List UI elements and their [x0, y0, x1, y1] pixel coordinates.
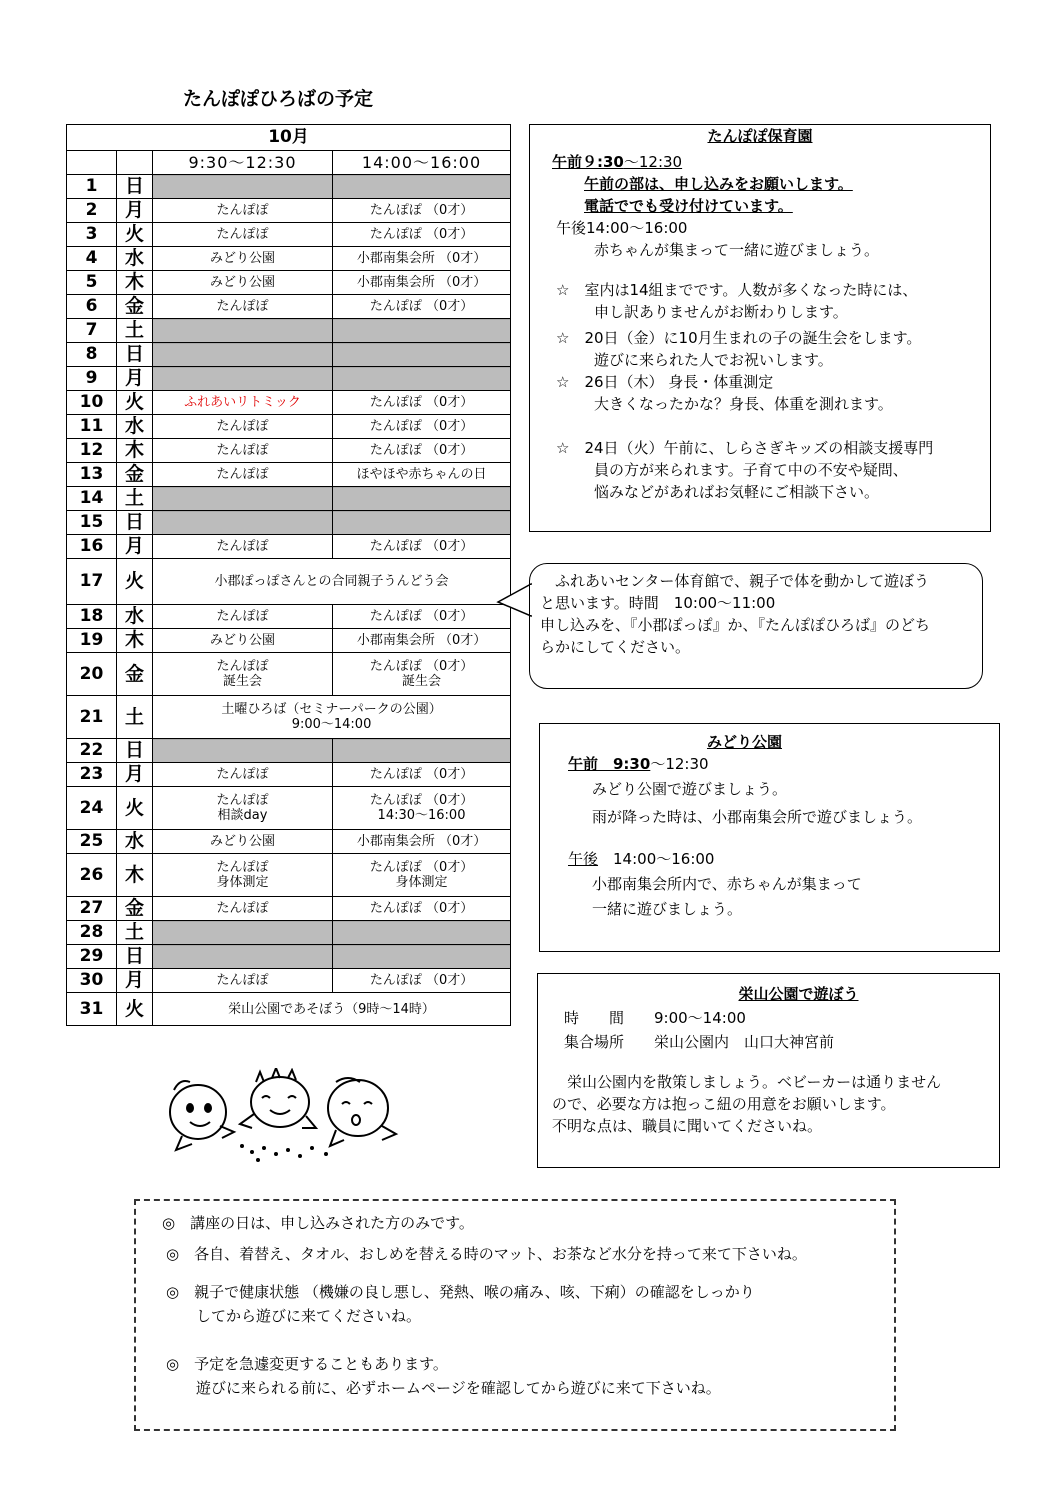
tanpopo-note-4b: 員の方が来られます。子育て中の不安や疑問、 [594, 461, 908, 479]
am-session [153, 897, 333, 921]
am-session-label: たんぽぽ [216, 539, 269, 554]
day-number: 30 [67, 969, 117, 993]
tanpopo-am-label: 午前９:30 [552, 153, 624, 171]
pm-session-label: たんぽぽ （0才） [369, 443, 474, 458]
pm-session-label: 小郡南集会所 （0才） [356, 633, 487, 648]
note-4a: ◎ 予定を急遽変更することもあります。 [166, 1355, 448, 1373]
callout-line-2: と思います。時間 10:00～11:00 [540, 594, 776, 612]
event-label: 小郡ぽっぽさんとの合同親子うんどう会 [214, 574, 449, 589]
pm-session-label: たんぽぽ （0才） [369, 395, 474, 410]
day-of-week: 水 [117, 247, 153, 271]
tanpopo-note-4a: ☆ 24日（火）午前に、しらさぎキッズの相談支援専門 [556, 439, 934, 457]
day-of-week: 火 [117, 391, 153, 415]
tanpopo-am-time: ～12:30 [623, 153, 683, 171]
pm-session [333, 175, 511, 199]
pm-session-label: 小郡南集会所 （0才） [356, 251, 487, 266]
all-day-event [153, 559, 511, 605]
pm-session-label: たんぽぽ （0才） [369, 860, 474, 875]
sakae-info-box [537, 973, 1000, 1168]
tanpopo-title: たんぽぽ保育園 [707, 127, 813, 145]
note-2: ◎ 各自、着替え、タオル、おしめを替える時のマット、お茶など水分を持って来て下さいね。 [166, 1245, 807, 1263]
day-number: 19 [67, 629, 117, 653]
tanpopo-note-1b: 申し訳ありませんがお断わりします。 [594, 303, 848, 321]
day-of-week: 月 [117, 763, 153, 787]
pm-session-label: たんぽぽ （0才） [369, 203, 474, 218]
am-session [153, 415, 333, 439]
schedule-row [67, 343, 511, 367]
am-session-label: たんぽぽ [216, 609, 269, 624]
pm-session [333, 854, 511, 897]
day-number: 8 [67, 343, 117, 367]
blank-header-cell [67, 151, 117, 175]
day-number: 27 [67, 897, 117, 921]
schedule-row [67, 969, 511, 993]
day-number: 2 [67, 199, 117, 223]
am-session-label: たんぽぽ [216, 793, 269, 808]
pm-session [333, 271, 511, 295]
am-session [153, 605, 333, 629]
am-session [153, 854, 333, 897]
schedule-row [67, 439, 511, 463]
pm-session-label: たんぽぽ （0才） [369, 299, 474, 314]
am-session-label: たんぽぽ [216, 767, 269, 782]
callout-line-1: ふれあいセンター体育館で、親子で体を動かして遊ぼう [540, 572, 930, 590]
pm-session-label: たんぽぽ （0才） [369, 901, 474, 916]
pm-session-sub: 14:30～16:00 [377, 808, 466, 823]
day-number: 4 [67, 247, 117, 271]
pm-session [333, 653, 511, 696]
am-session-label: たんぽぽ [216, 973, 269, 988]
midori-am-label: 午前 9:30 [568, 755, 651, 773]
day-of-week: 月 [117, 367, 153, 391]
pm-session [333, 605, 511, 629]
am-session [153, 629, 333, 653]
am-session [153, 367, 333, 391]
schedule-row [67, 367, 511, 391]
pm-session [333, 830, 511, 854]
pm-session-label: たんぽぽ （0才） [369, 659, 474, 674]
schedule-row [67, 391, 511, 415]
day-of-week: 土 [117, 319, 153, 343]
sakae-title: 栄山公園で遊ぼう [738, 985, 859, 1003]
day-of-week: 火 [117, 993, 153, 1026]
pm-session [333, 763, 511, 787]
day-number: 13 [67, 463, 117, 487]
pm-session [333, 199, 511, 223]
midori-am-line2: 雨が降った時は、小郡南集会所で遊びましょう。 [592, 808, 923, 826]
am-session-sub: 相談day [217, 808, 268, 823]
am-session [153, 763, 333, 787]
midori-pm-label: 午後 [568, 850, 599, 868]
am-session [153, 319, 333, 343]
pm-session-label: たんぽぽ （0才） [369, 973, 474, 988]
tanpopo-note-3a: ☆ 26日（木） 身長・体重測定 [556, 373, 774, 391]
schedule-row [67, 653, 511, 696]
schedule-row [67, 271, 511, 295]
midori-am-time: ～12:30 [650, 755, 709, 773]
day-of-week: 日 [117, 511, 153, 535]
pm-session [333, 319, 511, 343]
am-session-label: たんぽぽ [216, 443, 269, 458]
am-session-label: ふれあいリトミック [184, 395, 301, 410]
midori-pm-line1: 小郡南集会所内で、赤ちゃんが集まって [592, 875, 862, 893]
schedule-row [67, 295, 511, 319]
note-3a: ◎ 親子で健康状態 （機嫌の良し悪し、発熱、喉の痛み、咳、下痢）の確認をしっかり [166, 1283, 755, 1301]
pm-session [333, 487, 511, 511]
pm-session-label: たんぽぽ （0才） [369, 767, 474, 782]
schedule-row [67, 247, 511, 271]
pm-column-header: 14:00～16:00 [333, 151, 511, 175]
all-day-event [153, 993, 511, 1026]
day-of-week: 水 [117, 605, 153, 629]
schedule-row [67, 945, 511, 969]
sakae-desc-3: 不明な点は、職員に聞いてくださいね。 [552, 1117, 823, 1135]
pm-session [333, 415, 511, 439]
day-of-week: 木 [117, 854, 153, 897]
am-session [153, 487, 333, 511]
am-session-label: たんぽぽ [216, 419, 269, 434]
pm-session [333, 535, 511, 559]
am-column-header: 9:30～12:30 [153, 151, 333, 175]
day-number: 28 [67, 921, 117, 945]
day-of-week: 木 [117, 629, 153, 653]
schedule-row [67, 629, 511, 653]
pm-session-label: たんぽぽ （0才） [369, 227, 474, 242]
day-of-week: 水 [117, 415, 153, 439]
tanpopo-info-box [529, 124, 991, 532]
tanpopo-pm-line: 午後14:00～16:00 [556, 219, 688, 237]
sakae-desc-1: 栄山公園内を散策しましょう。ベビーカーは通りません [552, 1073, 942, 1091]
day-of-week: 月 [117, 969, 153, 993]
am-session [153, 535, 333, 559]
schedule-row [67, 511, 511, 535]
day-number: 3 [67, 223, 117, 247]
pm-session-sub: 身体測定 [395, 875, 448, 890]
am-session [153, 439, 333, 463]
day-of-week: 金 [117, 463, 153, 487]
day-of-week: 月 [117, 535, 153, 559]
schedule-row [67, 559, 511, 605]
tanpopo-am-line1: 午前の部は、申し込みをお願いします。 [584, 175, 853, 193]
day-of-week: 火 [117, 787, 153, 830]
day-of-week: 日 [117, 343, 153, 367]
am-session [153, 739, 333, 763]
month-header: 10月 [67, 125, 511, 151]
pm-session [333, 439, 511, 463]
tanpopo-note-2b: 遊びに来られた人でお祝いします。 [594, 351, 833, 369]
schedule-row [67, 739, 511, 763]
pm-session [333, 463, 511, 487]
sakae-desc-2: ので、必要な方は抱っこ紐の用意をお願いします。 [552, 1095, 896, 1113]
day-of-week: 日 [117, 175, 153, 199]
pm-session [333, 295, 511, 319]
schedule-row [67, 993, 511, 1026]
tanpopo-am-line2: 電話ででも受け付けています。 [584, 197, 793, 215]
tanpopo-note-3b: 大きくなったかな？身長、体重を測れます。 [594, 395, 893, 413]
day-number: 31 [67, 993, 117, 1026]
am-session-label: みどり公園 [209, 275, 275, 290]
tanpopo-note-1a: ☆ 室内は14組までです。人数が多くなった時には、 [556, 281, 918, 299]
pm-session-label: ほやほや赤ちゃんの日 [356, 467, 487, 482]
am-session [153, 295, 333, 319]
pm-session [333, 787, 511, 830]
am-session [153, 391, 333, 415]
day-number: 15 [67, 511, 117, 535]
pm-session [333, 343, 511, 367]
page-title: たんぽぽひろばの予定 [183, 88, 374, 110]
am-session [153, 223, 333, 247]
am-session-label: たんぽぽ [216, 227, 269, 242]
am-session-label: たんぽぽ [216, 467, 269, 482]
am-session [153, 921, 333, 945]
midori-pm-time: 14:00～16:00 [598, 850, 715, 868]
sakae-time-line: 時 間 9:00～14:00 [564, 1009, 746, 1027]
day-of-week: 月 [117, 199, 153, 223]
day-number: 11 [67, 415, 117, 439]
notes-box [134, 1199, 896, 1431]
day-number: 6 [67, 295, 117, 319]
day-of-week: 金 [117, 295, 153, 319]
schedule-row [67, 415, 511, 439]
day-of-week: 金 [117, 897, 153, 921]
pm-session-label: 小郡南集会所 （0才） [356, 275, 487, 290]
pm-session-label: たんぽぽ （0才） [369, 539, 474, 554]
callout-line-4: らかにしてください。 [540, 638, 691, 656]
day-number: 18 [67, 605, 117, 629]
schedule-row [67, 463, 511, 487]
day-number: 21 [67, 696, 117, 739]
day-of-week: 土 [117, 487, 153, 511]
day-of-week: 土 [117, 696, 153, 739]
midori-info-box [539, 723, 1000, 952]
day-of-week: 日 [117, 739, 153, 763]
day-of-week: 火 [117, 223, 153, 247]
pm-session [333, 921, 511, 945]
am-session-label: みどり公園 [209, 834, 275, 849]
schedule-row [67, 830, 511, 854]
day-number: 29 [67, 945, 117, 969]
am-session [153, 511, 333, 535]
am-session [153, 199, 333, 223]
am-session [153, 463, 333, 487]
note-1: ◎ 講座の日は、申し込みされた方のみです。 [162, 1214, 474, 1232]
pm-session-sub: 誕生会 [402, 674, 442, 689]
pm-session [333, 511, 511, 535]
schedule-row [67, 605, 511, 629]
day-number: 1 [67, 175, 117, 199]
am-session-label: たんぽぽ [216, 860, 269, 875]
schedule-row [67, 319, 511, 343]
pm-session [333, 223, 511, 247]
am-session-label: みどり公園 [209, 251, 275, 266]
day-number: 26 [67, 854, 117, 897]
schedule-row [67, 199, 511, 223]
am-session [153, 945, 333, 969]
tanpopo-note-2a: ☆ 20日（金）に10月生まれの子の誕生会をします。 [556, 329, 922, 347]
schedule-row [67, 175, 511, 199]
am-session-label: みどり公園 [209, 633, 275, 648]
pm-session [333, 897, 511, 921]
day-of-week: 土 [117, 921, 153, 945]
tanpopo-pm-desc: 赤ちゃんが集まって一緒に遊びましょう。 [594, 241, 880, 259]
pm-session [333, 945, 511, 969]
day-number: 23 [67, 763, 117, 787]
pm-session-label: たんぽぽ （0才） [369, 419, 474, 434]
am-session [153, 787, 333, 830]
undoukai-callout [529, 563, 983, 689]
pm-session-label: 小郡南集会所 （0才） [356, 834, 487, 849]
am-session-label: たんぽぽ [216, 901, 269, 916]
midori-am-line1: みどり公園で遊びましょう。 [592, 780, 788, 798]
day-of-week: 日 [117, 945, 153, 969]
day-of-week: 火 [117, 559, 153, 605]
day-of-week: 金 [117, 653, 153, 696]
am-session-sub: 身体測定 [216, 875, 269, 890]
blank-header-cell [117, 151, 153, 175]
pm-session [333, 969, 511, 993]
event-label: 栄山公園であそぼう（9時～14時） [228, 1001, 435, 1017]
pm-session-label: たんぽぽ （0才） [369, 793, 474, 808]
midori-pm-line2: 一緒に遊びましょう。 [592, 900, 743, 918]
schedule-row [67, 487, 511, 511]
schedule-row [67, 763, 511, 787]
day-number: 25 [67, 830, 117, 854]
event-label: 土曜ひろば（セミナーパークの公園） [221, 702, 442, 717]
day-number: 17 [67, 559, 117, 605]
day-number: 9 [67, 367, 117, 391]
schedule-row [67, 787, 511, 830]
schedule-row [67, 535, 511, 559]
pm-session [333, 739, 511, 763]
am-session [153, 247, 333, 271]
day-number: 7 [67, 319, 117, 343]
birds-illustration [160, 1068, 410, 1168]
am-session-label: たんぽぽ [216, 299, 269, 314]
event-time: 9:00～14:00 [291, 717, 372, 732]
am-session [153, 653, 333, 696]
pm-session [333, 247, 511, 271]
am-session-label: たんぽぽ [216, 659, 269, 674]
all-day-event [153, 696, 511, 739]
schedule-table [66, 124, 511, 1026]
schedule-row [67, 223, 511, 247]
day-number: 16 [67, 535, 117, 559]
note-3b: してから遊びに来てくださいね。 [166, 1307, 422, 1325]
pm-session-label: たんぽぽ （0才） [369, 609, 474, 624]
day-number: 22 [67, 739, 117, 763]
tanpopo-note-4c: 悩みなどがあればお気軽にご相談下さい。 [594, 483, 880, 501]
pm-session [333, 629, 511, 653]
day-number: 14 [67, 487, 117, 511]
schedule-row [67, 854, 511, 897]
sakae-place-line: 集合場所 栄山公園内 山口大神宮前 [564, 1033, 835, 1051]
am-session-label: たんぽぽ [216, 203, 269, 218]
midori-title: みどり公園 [706, 733, 782, 751]
day-of-week: 木 [117, 271, 153, 295]
day-number: 12 [67, 439, 117, 463]
pm-session [333, 367, 511, 391]
note-4b: 遊びに来られる前に、必ずホームページを確認してから遊びに来て下さいね。 [166, 1379, 721, 1397]
day-number: 24 [67, 787, 117, 830]
day-number: 20 [67, 653, 117, 696]
am-session [153, 343, 333, 367]
schedule-row [67, 897, 511, 921]
day-number: 5 [67, 271, 117, 295]
callout-line-3: 申し込みを、『小郡ぽっぽ』か、『たんぽぽひろば』のどち [540, 616, 931, 634]
day-number: 10 [67, 391, 117, 415]
schedule-row [67, 696, 511, 739]
am-session [153, 969, 333, 993]
schedule-row [67, 921, 511, 945]
am-session [153, 830, 333, 854]
day-of-week: 木 [117, 439, 153, 463]
pm-session [333, 391, 511, 415]
day-of-week: 水 [117, 830, 153, 854]
am-session [153, 175, 333, 199]
am-session-sub: 誕生会 [222, 674, 262, 689]
am-session [153, 271, 333, 295]
